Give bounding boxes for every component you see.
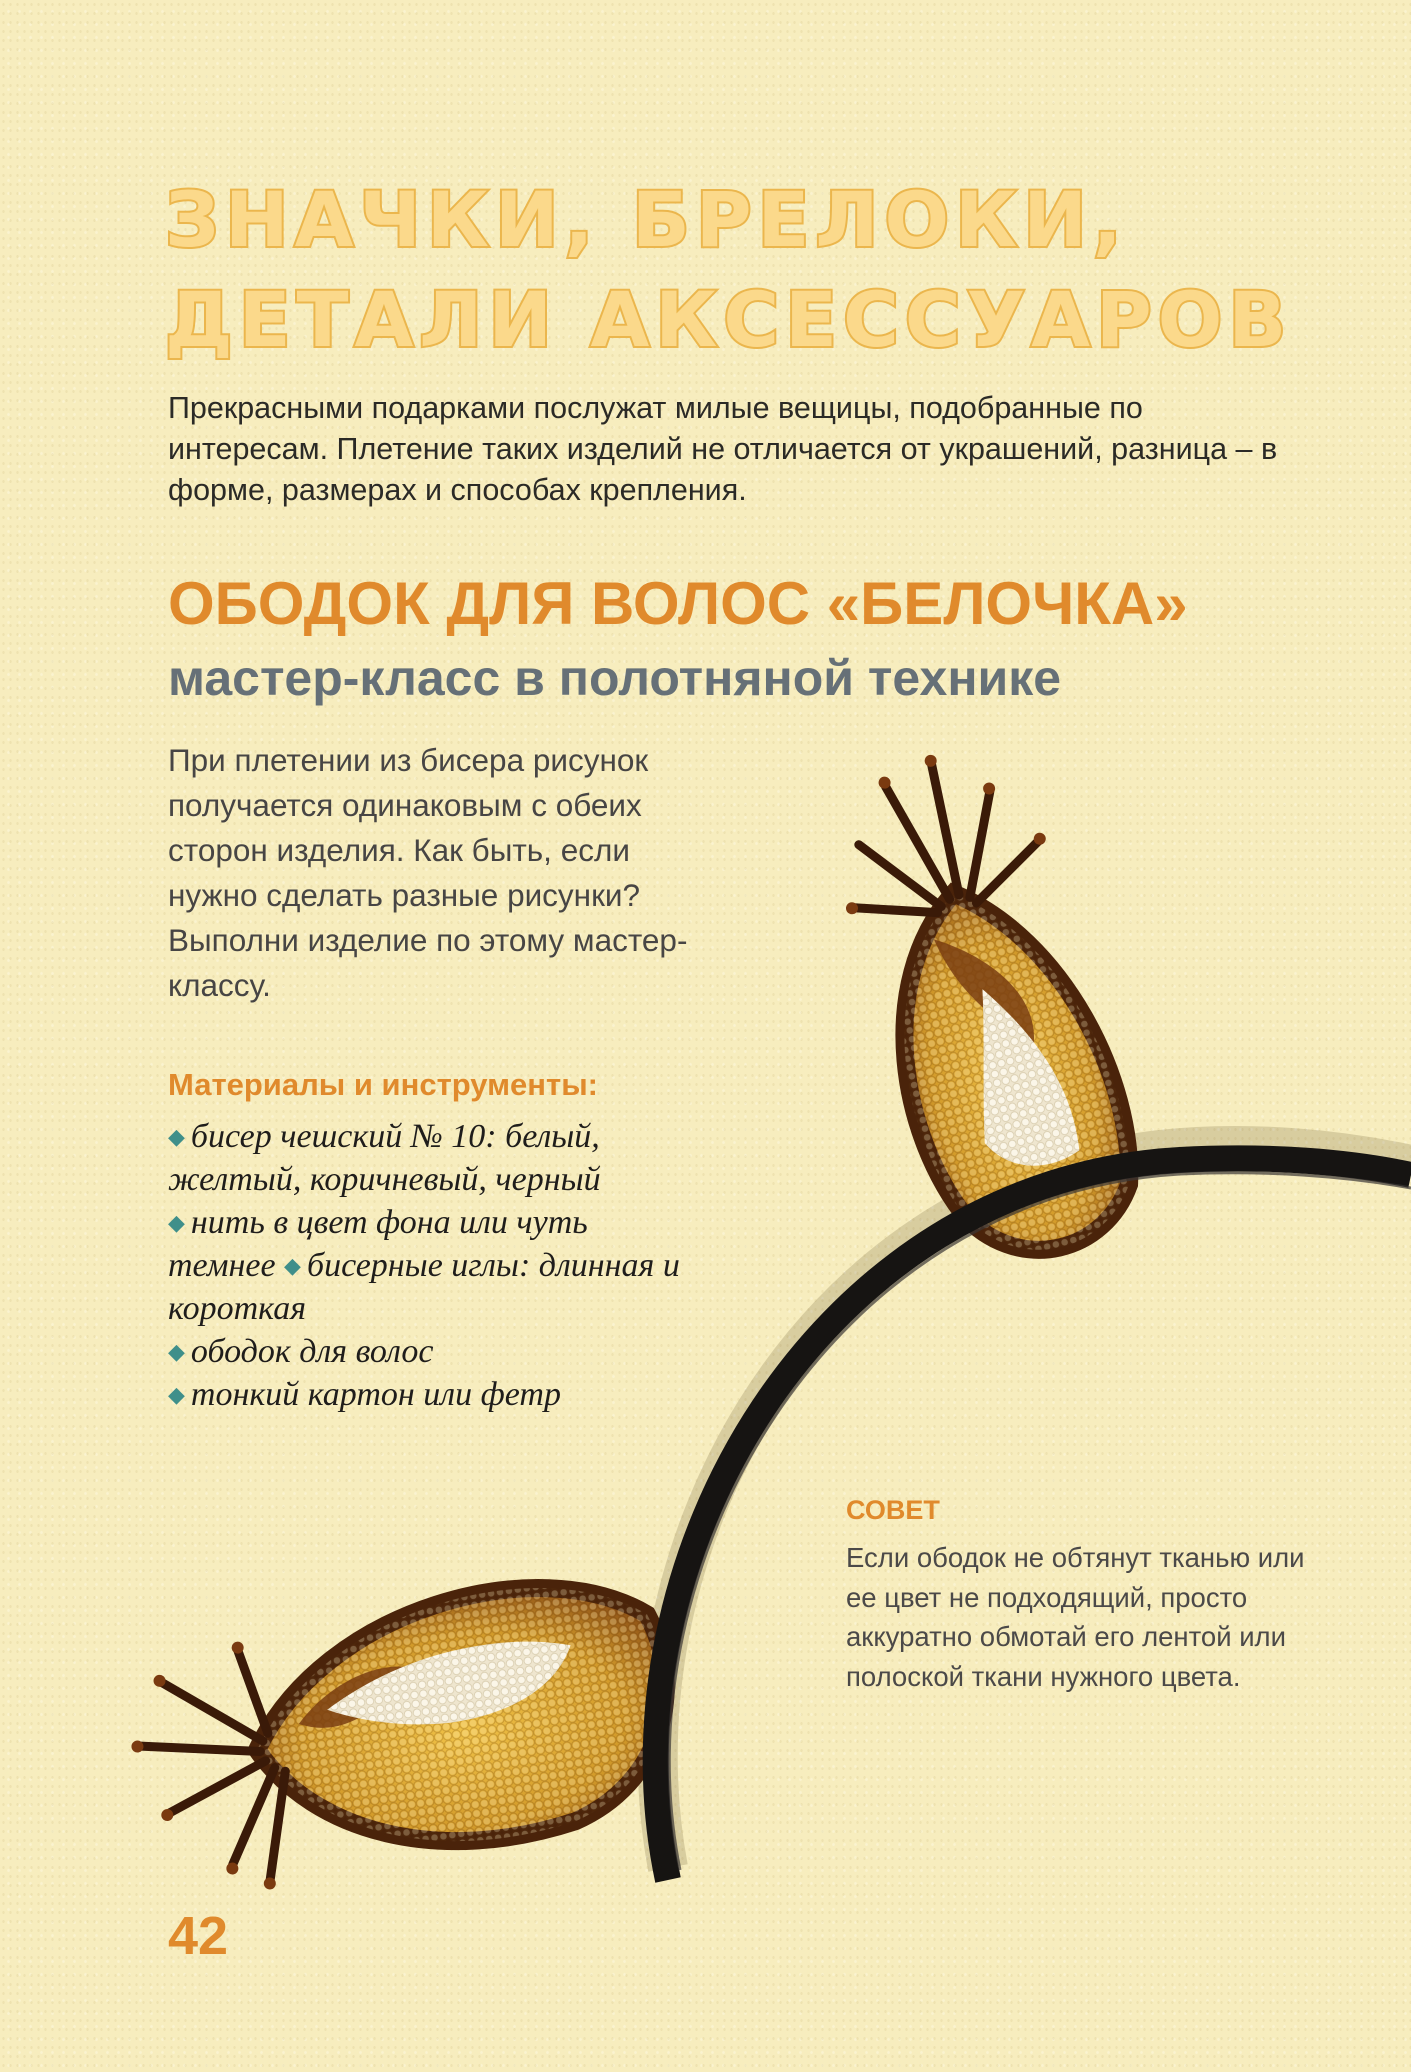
page-title-line-2: ДЕТАЛИ АКСЕССУАРОВ [165,275,1293,364]
headband [656,1158,1411,1880]
materials-item: нить в цвет фона или чуть темнее [168,1204,588,1284]
lower-beaded-ear [117,1569,687,1906]
tip-text: Если ободок не обтянут тканью или ее цвет не подходящий, просто аккуратно обмотай его лентой или полоской ткани нужного цвета. [846,1542,1305,1692]
bullet-icon: ◆ [168,1124,185,1149]
materials-item: бисер чешский № 10: белый, желтый, коричневый, черный [168,1118,601,1198]
materials-item: бисерные иглы: длинная и короткая [168,1247,680,1327]
materials-title: Материалы и инструменты: [168,1067,598,1102]
intro-paragraph: Прекрасными подарками послужат милые вещицы, подобранные по интересам. Плетение таких изделий не отличается от украшений, разница – в форме, размерах и способах крепления. [168,391,1278,507]
materials-item: тонкий картон или фетр [190,1376,561,1413]
materials-list [168,1115,688,1416]
bullet-icon: ◆ [284,1253,301,1278]
section-subheading: мастер-класс в полотняной технике [168,650,1062,706]
bullet-icon: ◆ [168,1382,185,1407]
tip-title: СОВЕТ [846,1495,940,1525]
page-title-line-1: ЗНАЧКИ, БРЕЛОКИ, [165,175,1128,264]
section-heading: ОБОДОК ДЛЯ ВОЛОС «БЕЛОЧКА» [168,570,1188,637]
lead-paragraph: При плетении из бисера рисунок получается одинаковым с обеих сторон изделия. Как быть, если нужно сделать разные рисунки? Выполни изделие по этому мастер-классу. [168,742,688,1003]
bullet-icon: ◆ [168,1339,185,1364]
headband-shadow [658,1146,1411,1868]
bullet-icon: ◆ [168,1210,185,1235]
upper-beaded-ear [815,731,1150,1278]
page-title [165,170,1315,370]
materials-item: ободок для волос [190,1333,434,1370]
page-number: 42 [168,1906,229,1966]
